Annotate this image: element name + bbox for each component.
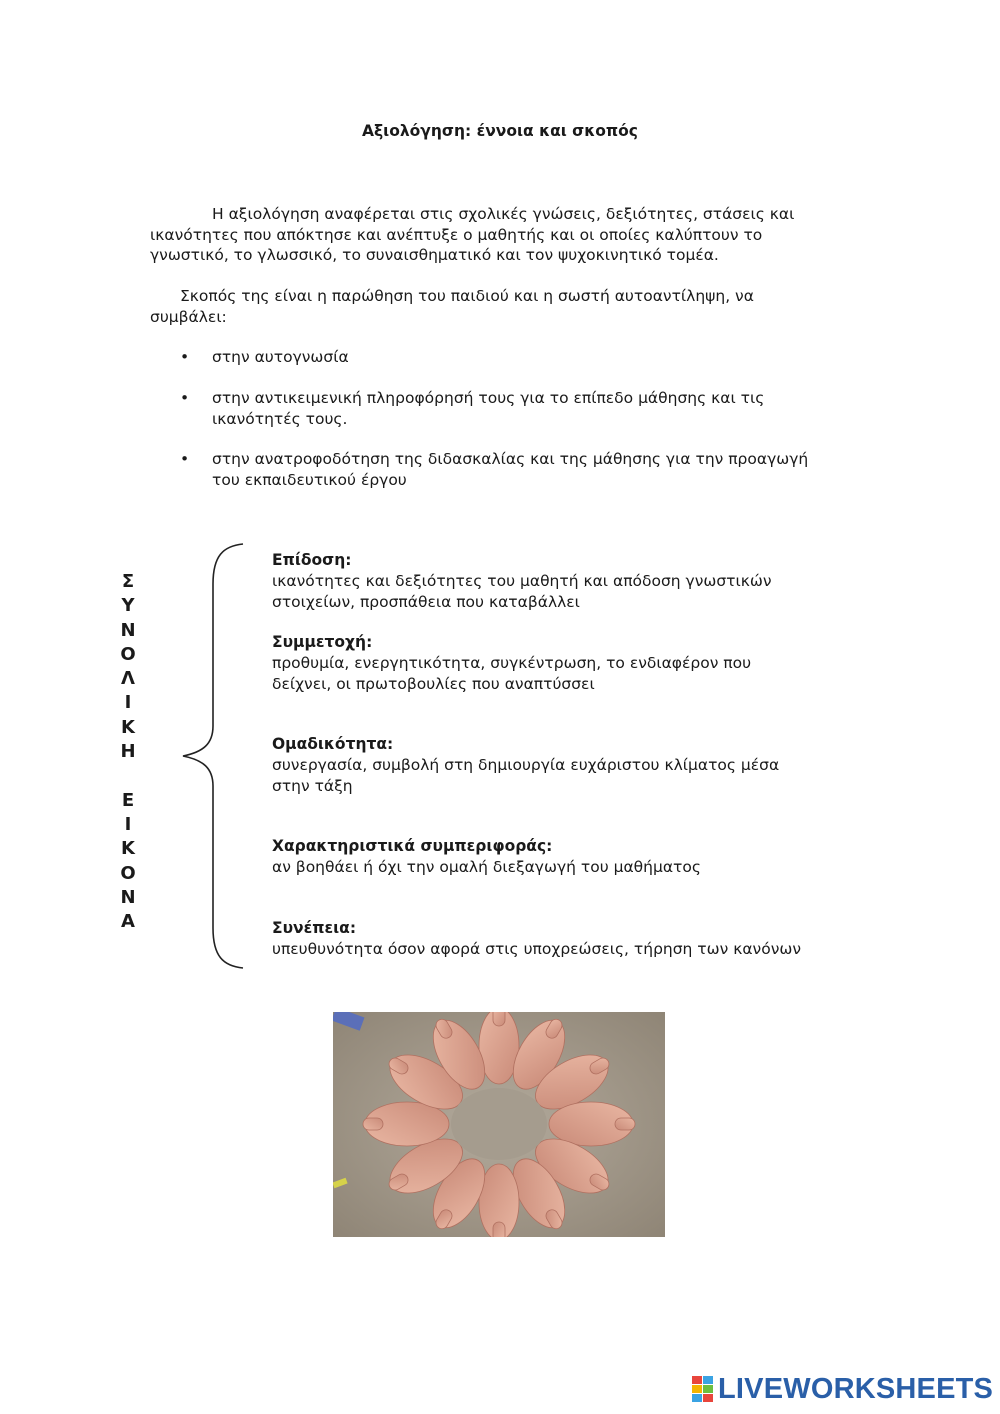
category-text: υπευθυνότητα όσον αφορά στις υποχρεώσεις, τήρηση των κανόνων xyxy=(272,940,801,958)
list-item xyxy=(150,449,850,490)
list-item-text-cont: του εκπαιδευτικού έργου xyxy=(212,470,407,489)
vertical-letter: Λ xyxy=(121,668,135,690)
vertical-letter: Ν xyxy=(120,886,136,908)
vertical-letter: Ο xyxy=(120,643,136,665)
category-synepeia xyxy=(272,918,862,960)
vertical-letter: Σ xyxy=(121,571,135,592)
category-symperifora xyxy=(272,836,862,878)
vertical-letter: Κ xyxy=(121,716,135,738)
category-text: δείχνει, οι πρωτοβουλίες που αναπτύσσει xyxy=(272,675,595,693)
bullet-icon: • xyxy=(180,389,190,407)
list-item-text: στην αυτογνωσία xyxy=(212,348,349,366)
category-text: προθυμία, ενεργητικότητα, συγκέντρωση, το ενδιαφέρον που xyxy=(272,654,752,672)
list-item-text-cont: ικανότητές τους. xyxy=(212,409,348,428)
vertical-letter xyxy=(110,764,146,788)
category-symmetoxi xyxy=(272,632,862,695)
vertical-letter: Α xyxy=(121,911,135,933)
intro-line-3: γνωστικό, το γλωσσικό, το συναισθηματικό και τον ψυχοκινητικό τομέα. xyxy=(150,246,719,264)
category-heading: Επίδοση: xyxy=(272,551,352,569)
category-text: στην τάξη xyxy=(272,777,353,795)
liveworksheets-logo-icon xyxy=(692,1374,714,1404)
list-item xyxy=(150,388,850,429)
purpose-line-2: συμβάλει: xyxy=(150,307,227,326)
category-text: συνεργασία, συμβολή στη δημιουργία ευχάριστου κλίματος μέσα xyxy=(272,756,780,774)
intro-line-2: ικανότητες που απόκτησε και ανέπτυξε ο μαθητής και οι οποίες καλύπτουν το xyxy=(150,225,763,244)
curly-brace-icon xyxy=(175,540,247,972)
category-text: ικανότητες και δεξιότητες του μαθητή και απόδοση γνωστικών xyxy=(272,572,772,590)
category-heading: Ομαδικότητα: xyxy=(272,735,394,753)
list-item-text: στην ανατροφοδότηση της διδασκαλίας και της μάθησης για την προαγωγή xyxy=(212,450,809,468)
page-title: Αξιολόγηση: έννοια και σκοπός xyxy=(362,122,638,140)
list-item-text: στην αντικειμενική πληροφόρησή τους για το επίπεδο μάθησης και τις xyxy=(212,389,765,407)
bullet-icon: • xyxy=(180,348,190,366)
vertical-letter: Κ xyxy=(121,838,135,860)
vertical-letter: Η xyxy=(120,741,136,763)
category-heading: Συμμετοχή: xyxy=(272,633,373,651)
category-heading: Συνέπεια: xyxy=(272,919,357,937)
liveworksheets-logo xyxy=(692,1372,993,1406)
vertical-letter: Ε xyxy=(121,789,135,811)
intro-paragraph xyxy=(150,204,850,266)
vertical-letter: Ο xyxy=(120,862,136,884)
vertical-letter: Ι xyxy=(124,813,132,835)
vertical-letter: Υ xyxy=(121,595,135,617)
category-text: στοιχείων, προσπάθεια που καταβάλλει xyxy=(272,593,580,611)
vertical-letter: Ι xyxy=(124,692,132,714)
intro-line-1: Η αξιολόγηση αναφέρεται στις σχολικές γνώσεις, δεξιότητες, στάσεις και xyxy=(212,205,795,223)
hands-circle-photo xyxy=(333,1012,665,1237)
list-item xyxy=(150,347,850,368)
category-omadikotita xyxy=(272,734,862,797)
category-epidosi xyxy=(272,550,862,613)
category-heading: Χαρακτηριστικά συμπεριφοράς: xyxy=(272,837,553,855)
liveworksheets-logo-text: LIVEWORKSHEETS xyxy=(718,1372,994,1405)
purpose-line-1: Σκοπός της είναι η παρώθηση του παιδιού και η σωστή αυτοαντίληψη, να xyxy=(180,287,754,305)
purpose-paragraph xyxy=(150,286,850,327)
vertical-label xyxy=(110,570,146,934)
bullet-icon: • xyxy=(180,450,190,468)
category-text: αν βοηθάει ή όχι την ομαλή διεξαγωγή του μαθήματος xyxy=(272,858,701,876)
vertical-letter: Ν xyxy=(120,619,136,641)
